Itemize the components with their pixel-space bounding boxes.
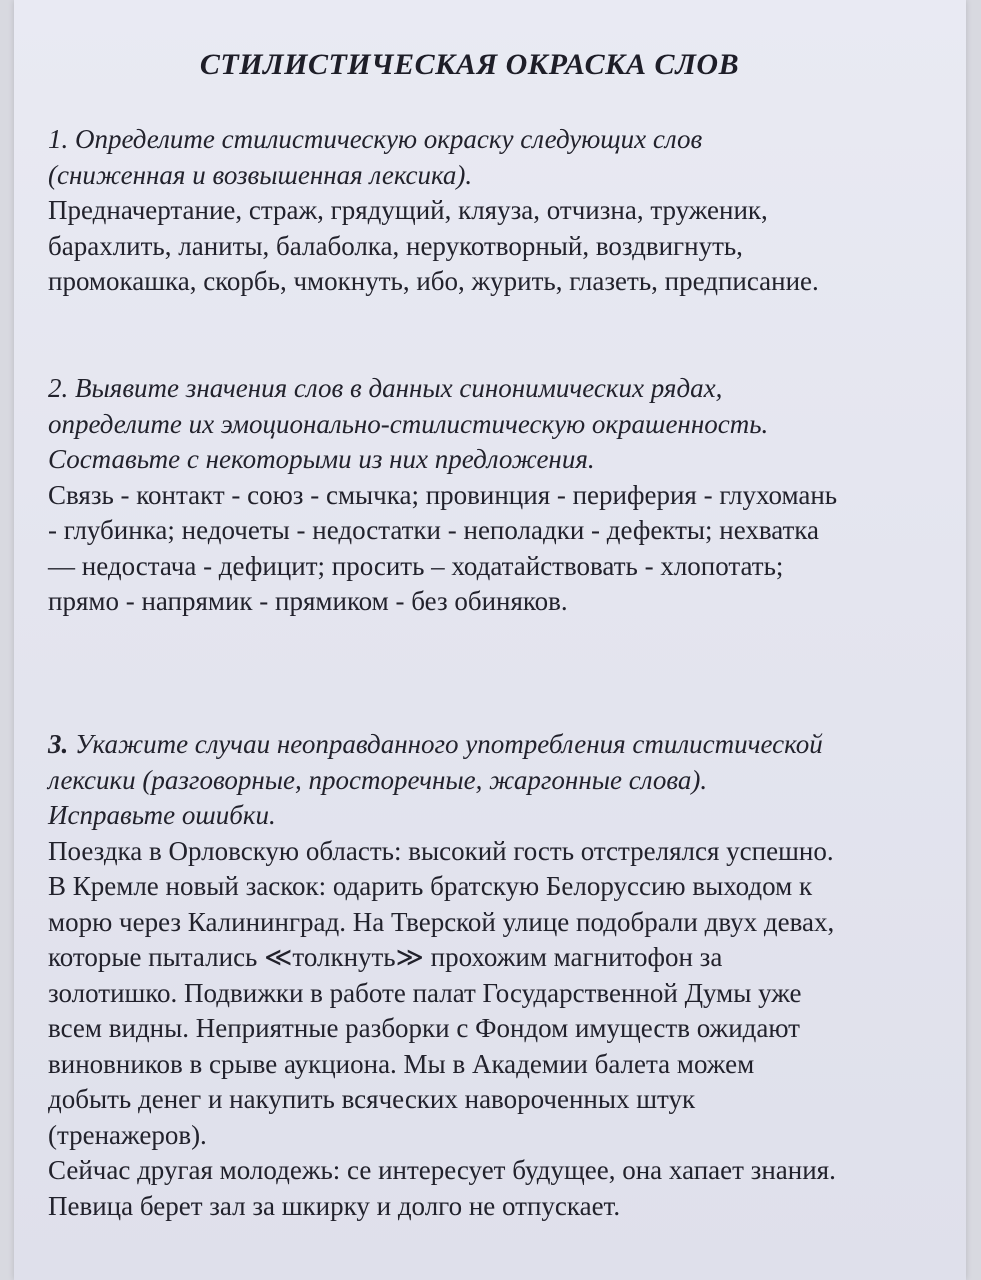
task-3-prompt: [48, 727, 838, 834]
task-3-text: Поездка в Орловскую область: высокий гость отстрелялся успешно. В Кремле новый заскок: одарить братскую Белоруссию выходом к морю через Калининград. На Тверской улице подобрали двух девах, которые пытались ≪толкнуть≫ прохожим магнитофон за золотишко. Подвижки в работе палат Государственной Думы уже всем видны. Неприятные разборки с Фондом имуществ ожидают виновников в срыве аукциона. Мы в Академии балета можем добыть денег и накупить всяческих навороченных штук (тренажеров).: [48, 835, 835, 1150]
task-2-prompt: [48, 371, 838, 478]
task-1-text: Предначертание, страж, грядущий, кляуза, отчизна, труженик, барахлить, ланиты, балаболка, нерукотворный, воздвигнуть, промокашка, скорбь, чмокнуть, ибо, журить, глазеть, предписание.: [48, 195, 819, 296]
task-3-instruction: Укажите случаи неоправданного употребления стилистической лексики (разговорные, просторечные, жаргонные слова). Исправьте ошибки.: [48, 729, 823, 830]
task-1-instruction: Определите стилистическую окраску следующих слов (сниженная и возвышенная лексика).: [48, 124, 703, 190]
task-3-text-continued: Сейчас другая молодежь: се интересует будущее, она хапает знания. Певица берет зал за шкирку и долго не отпускает.: [48, 1155, 836, 1221]
task-3: [48, 727, 838, 1224]
task-2-instruction: Выявите значения слов в данных синонимических рядах, определите их эмоционально-стилистическую окрашенность. Составьте с некоторыми из них предложения.: [48, 373, 769, 474]
task-1: [48, 122, 838, 300]
page-title: СТИЛИСТИЧЕСКАЯ ОКРАСКА СЛОВ: [199, 48, 740, 81]
task-1-prompt: [48, 122, 838, 193]
task-3-number: 3.: [48, 729, 69, 759]
task-1-number: 1.: [48, 124, 69, 154]
paper-sheet: [14, 0, 966, 1280]
task-2: [48, 371, 838, 620]
task-2-text: Связь - контакт - союз - смычка; провинция - периферия - глухомань - глубинка; недочеты - недостатки - неполадки - дефекты; нехватка — недостача - дефицит; просить – ходатайствовать - хлопотать; прямо - напрямик - прямиком - без обиняков.: [48, 479, 838, 616]
task-2-number: 2.: [48, 373, 69, 403]
